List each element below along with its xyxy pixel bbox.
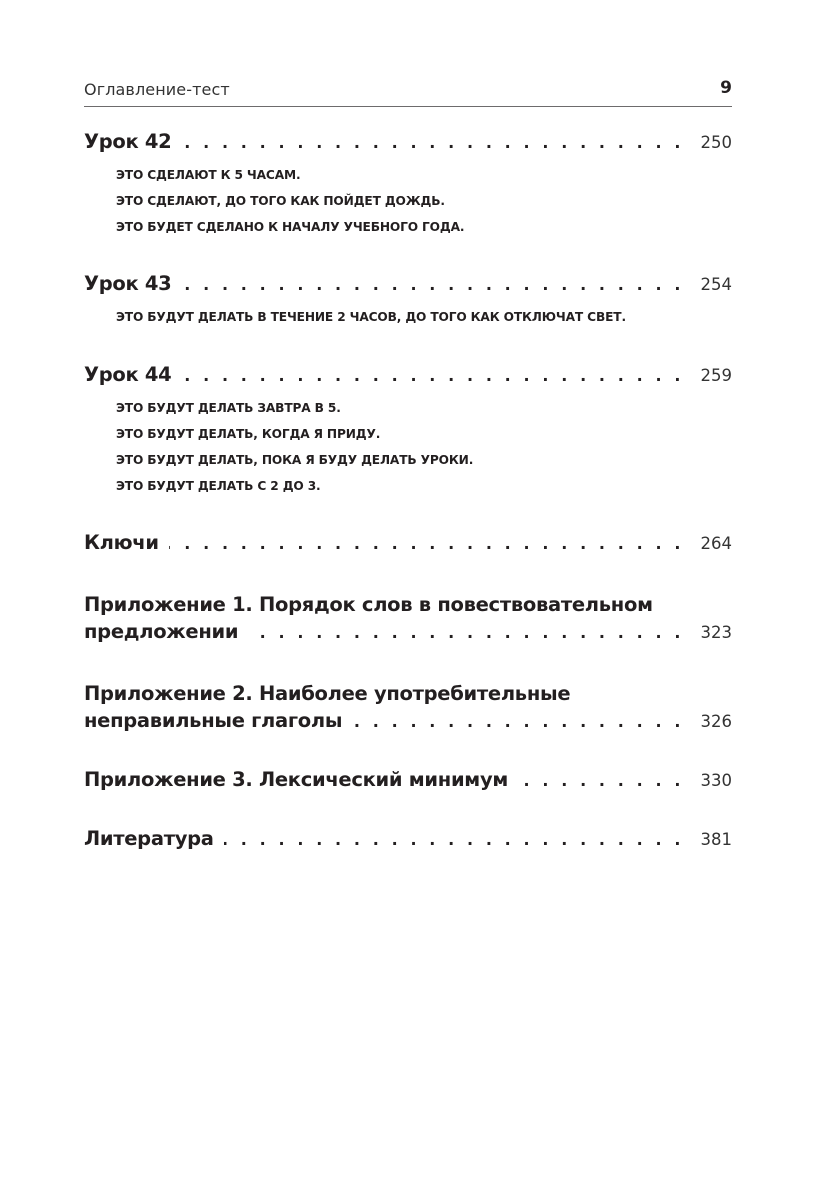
- toc-entry-line: [84, 130, 732, 160]
- toc-entry-lesson-44[interactable]: [84, 363, 732, 499]
- toc-subitems: [116, 395, 732, 499]
- toc-entry-appendix-3[interactable]: [84, 768, 732, 798]
- toc-subitem: ЭТО БУДУТ ДЕЛАТЬ, КОГДА Я ПРИДУ.: [116, 427, 381, 441]
- toc-subitem: ЭТО БУДУТ ДЕЛАТЬ В ТЕЧЕНИЕ 2 ЧАСОВ, ДО ТОГО КАК ОТКЛЮЧАТ СВЕТ.: [116, 310, 626, 324]
- toc-page-ref: 254: [700, 275, 732, 294]
- toc-entry-title: Урок 44: [84, 363, 172, 386]
- toc-subitems: [116, 304, 732, 330]
- toc-entry-title-continued: предложении: [84, 620, 239, 643]
- toc-entry-line: [84, 827, 732, 857]
- running-header: [84, 78, 732, 107]
- toc-subitem: ЭТО БУДЕТ СДЕЛАНО К НАЧАЛУ УЧЕБНОГО ГОДА.: [116, 220, 465, 234]
- toc-page-ref: 264: [700, 534, 732, 553]
- toc-subitem: ЭТО БУДУТ ДЕЛАТЬ ЗАВТРА В 5.: [116, 401, 341, 415]
- dot-leader: [352, 712, 684, 731]
- toc-entry-title: Урок 42: [84, 130, 172, 153]
- dot-leader: [248, 623, 684, 642]
- toc-subitem: ЭТО БУДУТ ДЕЛАТЬ, ПОКА Я БУДУ ДЕЛАТЬ УРОКИ.: [116, 453, 474, 467]
- toc-entry-appendix-1[interactable]: [84, 590, 732, 650]
- toc-entry-line: [84, 709, 732, 739]
- dot-leader: [181, 275, 684, 294]
- toc-entry-title: Приложение 3. Лексический минимум: [84, 768, 508, 791]
- dot-leader: [518, 771, 684, 790]
- toc-entry-line: [84, 272, 732, 302]
- toc-page-ref: 326: [700, 712, 732, 731]
- toc-entry-lesson-43[interactable]: [84, 272, 732, 330]
- toc-page-ref: 381: [700, 830, 732, 849]
- toc-subitem: ЭТО СДЕЛАЮТ, ДО ТОГО КАК ПОЙДЕТ ДОЖДЬ.: [116, 194, 445, 208]
- toc-subitem: ЭТО СДЕЛАЮТ К 5 ЧАСАМ.: [116, 168, 301, 182]
- toc-entry-title: Ключи: [84, 531, 159, 554]
- toc-entry-line: [84, 531, 732, 561]
- toc-entry-line: [84, 620, 732, 650]
- toc-subitems: [116, 162, 732, 240]
- dot-leader: [224, 830, 684, 849]
- running-title: Оглавление-тест: [84, 80, 230, 99]
- page-number: 9: [720, 78, 732, 98]
- dot-leader: [169, 534, 684, 553]
- dot-leader: [181, 133, 684, 152]
- dot-leader: [181, 366, 684, 385]
- toc-entry-title: Литература: [84, 827, 214, 850]
- toc-entry-keys[interactable]: [84, 531, 732, 561]
- toc-entry-appendix-2[interactable]: [84, 679, 732, 739]
- toc-page-ref: 323: [700, 623, 732, 642]
- toc-entry-title: Приложение 2. Наиболее употребительные: [84, 682, 571, 705]
- toc-page-ref: 250: [700, 133, 732, 152]
- toc-page-ref: 330: [700, 771, 732, 790]
- toc-entry-literature[interactable]: [84, 827, 732, 857]
- toc-entry-lesson-42[interactable]: [84, 130, 732, 240]
- toc-page-ref: 259: [700, 366, 732, 385]
- toc-entry-line: [84, 363, 732, 393]
- toc-entry-line: [84, 768, 732, 798]
- toc-subitem: ЭТО БУДУТ ДЕЛАТЬ С 2 ДО 3.: [116, 479, 321, 493]
- toc-entry-title: Приложение 1. Порядок слов в повествовательном: [84, 593, 653, 616]
- toc-entry-title: Урок 43: [84, 272, 172, 295]
- toc-entry-title-continued: неправильные глаголы: [84, 709, 343, 732]
